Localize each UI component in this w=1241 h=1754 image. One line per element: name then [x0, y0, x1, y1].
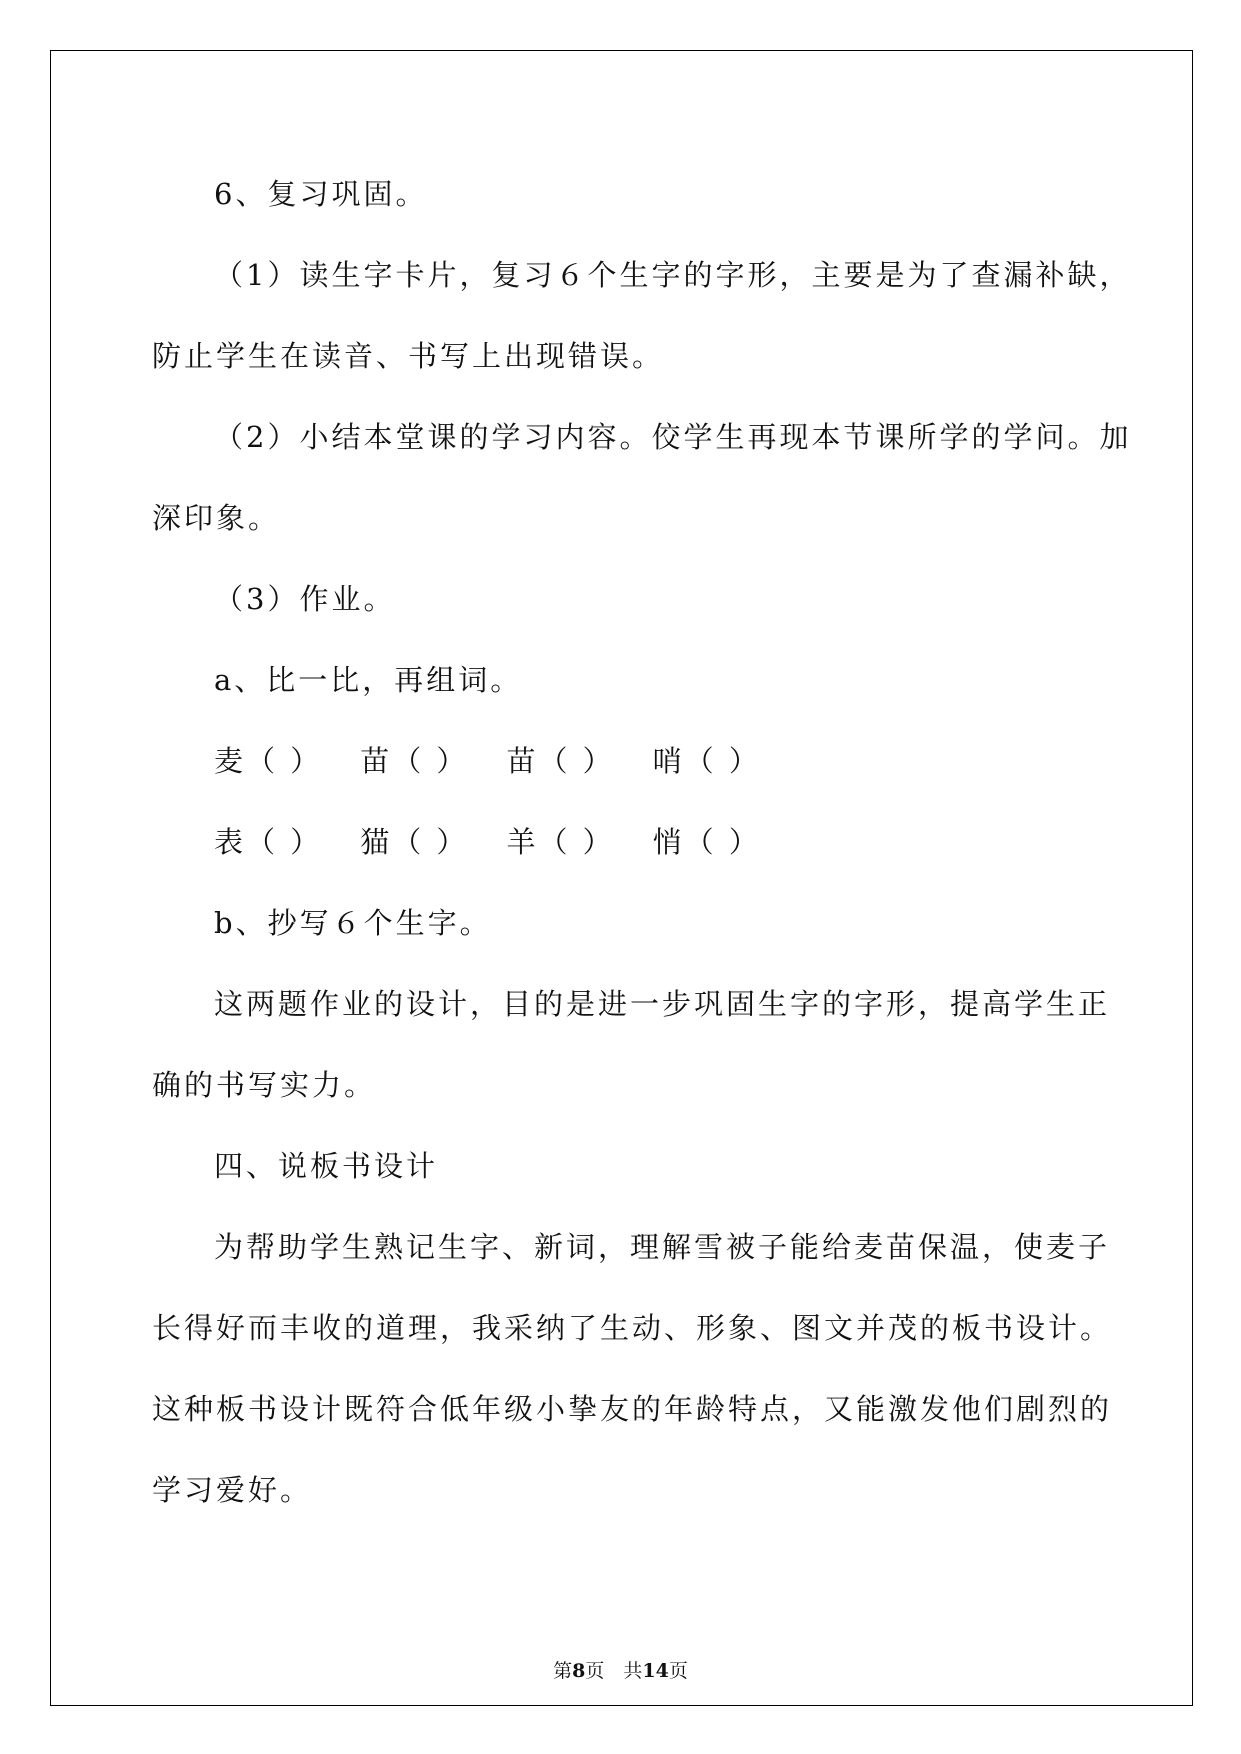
section-heading-board: 四、说板书设计 — [214, 1149, 439, 1183]
paragraph-line: 这种板书设计既符合低年级小挚友的年龄特点，又能激发他们剧烈的 — [152, 1392, 1113, 1426]
paragraph-line: （1）读生字卡片，复习６个生字的字形，主要是为了查漏补缺， — [214, 258, 1132, 292]
word-item: 哨（ ） — [652, 744, 761, 778]
footer-prefix: 第 — [553, 1660, 573, 1682]
word-compare-row-2 — [152, 812, 1092, 893]
word-item: 表（ ） — [214, 825, 323, 859]
paragraph-line: 长得好而丰收的道理，我采纳了生动、形象、图文并茂的板书设计。 — [152, 1311, 1113, 1345]
homework-heading: （3）作业。 — [214, 582, 396, 616]
footer-suffix: 页 — [668, 1660, 688, 1682]
paragraph-line: 学习爱好。 — [152, 1473, 313, 1507]
word-item: 麦（ ） — [214, 744, 323, 778]
word-item: 悄（ ） — [652, 825, 761, 859]
word-item: 苗（ ） — [360, 744, 469, 778]
word-item: 羊（ ） — [506, 825, 615, 859]
paragraph-line: 这两题作业的设计，目的是进一步巩固生字的字形，提高学生正 — [214, 987, 1111, 1021]
page-number: 8 — [572, 1660, 586, 1682]
page-footer — [0, 1656, 1241, 1683]
paragraph-line: 防止学生在读音、书写上出现错误。 — [152, 339, 665, 373]
paragraph-line: 深印象。 — [152, 501, 281, 535]
exercise-a-label: a、比一比，再组词。 — [214, 663, 523, 697]
exercise-b-label: b、抄写６个生字。 — [214, 906, 492, 940]
paragraph-line: （2）小结本堂课的学习内容。佼学生再现本节课所学的学问。加 — [214, 420, 1132, 454]
document-body — [152, 164, 1132, 1541]
word-item: 猫（ ） — [360, 825, 469, 859]
word-compare-row-1 — [152, 731, 1092, 812]
word-item: 苗（ ） — [506, 744, 615, 778]
section-heading-review: 6、复习巩固。 — [214, 177, 428, 211]
paragraph-line: 为帮助学生熟记生字、新词，理解雪被子能给麦苗保温，使麦子 — [214, 1230, 1111, 1264]
footer-mid: 页 共 — [585, 1660, 643, 1682]
paragraph-line: 确的书写实力。 — [152, 1068, 377, 1102]
page-total: 14 — [642, 1660, 669, 1682]
